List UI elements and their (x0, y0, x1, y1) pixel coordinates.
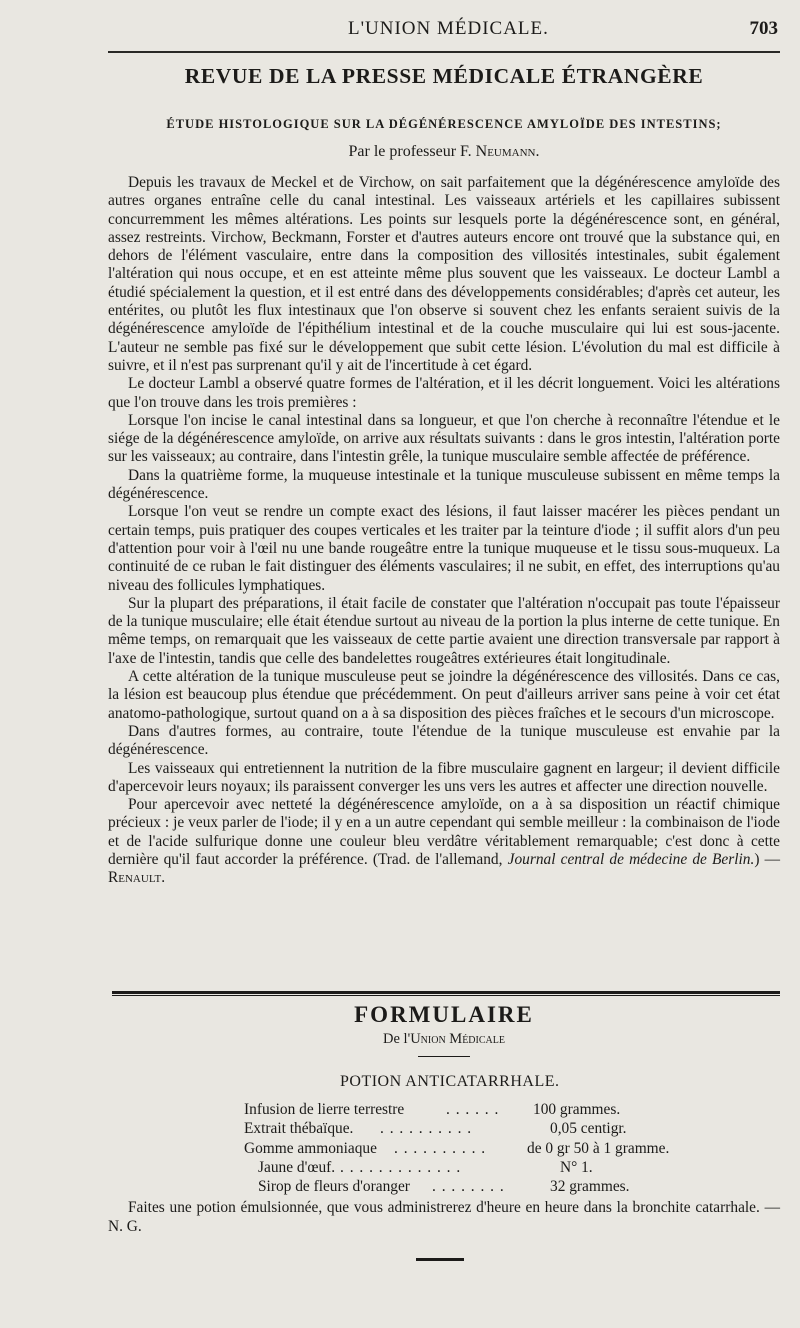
ingredient-leader-dots: . . . . . . . . . . . . . (340, 1158, 462, 1176)
paragraph: Depuis les travaux de Meckel et de Virchow, on sait parfaitement que la dégénérescence amyloïde des autres organes entraîne celle du canal intestinal. Les vaisseaux artériels et les capillaires subissent concurremment les mêmes altérations. Les points sur lesquels porte la dégénérescence sont, en général, assez restreints. Virchow, Beckmann, Forster et d'autres auteurs encore ont trouvé que la substance qui, en dehors de l'élément vasculaire, entre dans la composition des villosités intestinales, subit également l'altération qui nous occupe, et en est atteinte même plus souvent que les vaisseaux. Le docteur Lambl a étudié spécialement la question, et il est entré dans des développements considérables; d'après cet auteur, les entérites, ou plutôt les flux intestinaux que l'on observe si souvent chez les enfants seraient suivis de la dégénérescence amyloïde de l'épithélium intestinal et de la couche musculaire qui lui est sous-jacente. L'auteur ne semble pas fixé sur le développement que subit cette lésion. L'évolution du mal est difficile à suivre, et il n'est pas surprenant qu'il y ait de l'incertitude à cet égard. (108, 174, 780, 374)
byline (108, 143, 780, 161)
article-title: ÉTUDE HISTOLOGIQUE SUR LA DÉGÉNÉRESCENCE AMYLOÏDE DES INTESTINS; (166, 117, 722, 131)
ingredient-name: Jaune d'œuf. (258, 1158, 336, 1176)
paragraph-last-close: ) — (754, 850, 780, 868)
recipe-title: POTION ANTICATARRHALE. (340, 1073, 560, 1090)
ingredient-name: Infusion de lierre terrestre (244, 1101, 405, 1118)
paragraph: Les vaisseaux qui entretiennent la nutrition de la fibre musculaire gagnent en largeur; il devient difficile d'apercevoir leurs noyaux; ils paraissent converger les uns vers les autres et affecter une direction nouvelle. (108, 759, 780, 795)
ingredient-leader-dots: . . . . . . . . (432, 1178, 505, 1196)
ingredient-name: Gomme ammoniaque (244, 1139, 377, 1157)
formulaire-subtitle-prefix: De l' (383, 1031, 411, 1047)
ingredient-leader-dots: . . . . . . (446, 1101, 500, 1118)
ingredient-name: Extrait thébaïque. (244, 1120, 354, 1138)
instructions-text: Faites une potion émulsionnée, que vous administrerez d'heure en heure dans la bronchite catarrhale. — N. G. (108, 1199, 780, 1235)
ingredient-row (244, 1177, 664, 1196)
paragraph: Dans d'autres formes, au contraire, toute l'étendue de la tunique musculeuse est envahie par la dégénérescence. (108, 722, 780, 759)
ingredient-quantity: N° 1. (560, 1158, 593, 1176)
paragraph: Le docteur Lambl a observé quatre formes de l'altération, et il les décrit longuement. Voici les altérations que l'on trouve dans les trois premières : (108, 375, 780, 411)
ingredient-row (244, 1100, 664, 1119)
formulaire-subtitle-name: Union Médicale (410, 1031, 505, 1047)
paragraph: A cette altération de la tunique musculeuse peut se joindre la dégénérescence des villosités. Dans ce cas, la lésion est beaucoup plus étendue que précédemment. On peut d'ailleurs arriver sans peine à voir cet état anatomo-pathologique, surtout quand on a à sa disposition des pièces fraîches et le secours d'un microscope. (108, 668, 780, 722)
byline-prefix: Par le professeur F. (348, 143, 476, 160)
running-head (108, 18, 780, 42)
byline-author: Neumann. (475, 143, 540, 160)
short-rule (418, 1056, 470, 1057)
article-body (108, 174, 780, 888)
ingredient-row (244, 1139, 670, 1158)
journal-citation: Journal central de médecine de Berlin. (507, 850, 755, 868)
recipe-ingredients (244, 1100, 670, 1196)
paragraph: Lorsque l'on veut se rendre un compte exact des lésions, il faut laisser macérer les pièces pendant un certain temps, puis pratiquer des coupes verticales et les traiter par la teinture d'iode ; il suffit alors d'un peu d'attention pour voir à l'œil nu une bande rougeâtre entre la tunique muqueuse et le tissu sous-muqueux. La continuité de ce ruban le fait distinguer des éléments vasculaires; il ne subit, en effet, des interruptions qu'au niveau des follicules lymphatiques. (108, 503, 780, 594)
paragraph: Sur la plupart des préparations, il était facile de constater que l'altération n'occupait pas toute l'épaisseur de la tunique musculaire; elle était étendue surtout au niveau de la portion la plus interne de cette tunique. En même temps, on remarquait que les vaisseaux de cette partie avaient une direction transversale par rapport à l'axe de l'intestin, tandis que celle des bandelettes rougeâtres extérieures était longitudinale. (108, 594, 780, 667)
formulaire-subtitle (108, 1031, 780, 1048)
recipe-instructions (108, 1199, 780, 1236)
ingredient-quantity: 0,05 centigr. (550, 1120, 627, 1138)
ingredient-leader-dots: . . . . . . . . . . (380, 1120, 473, 1138)
ingredient-leader-dots: . . . . . . . . . . (394, 1139, 487, 1157)
paragraph: Dans la quatrième forme, la muqueuse intestinale et la tunique musculeuse subissent en même temps la dégénérescence. (108, 466, 780, 503)
ingredient-quantity: de 0 gr 50 à 1 gramme. (527, 1139, 670, 1157)
running-title: L'UNION MÉDICALE. (348, 18, 549, 39)
section-divider (112, 991, 780, 996)
translator-signature: Renault. (108, 869, 166, 887)
section-title: REVUE DE LA PRESSE MÉDICALE ÉTRANGÈRE (184, 64, 704, 88)
end-rule (416, 1258, 464, 1262)
paragraph-last (108, 796, 780, 887)
ingredient-quantity: 100 grammes. (533, 1101, 621, 1118)
paragraph-last-text: Pour apercevoir avec netteté la dégénérescence amyloïde, on a à sa disposition un réactif chimique précieux : je veux parler de l'iode; il y en a un autre cependant qui semble meilleur : la combinaison de l'iode et de l'acide sulfurique donne une couleur bleu verdâtre véritablement remarquable; c'est donc à cette dernière qu'il faut accorder la préférence. (Trad. de l'allemand, (108, 796, 780, 868)
ingredient-row (244, 1158, 664, 1177)
page-number: 703 (749, 18, 778, 39)
formulaire-title: FORMULAIRE (354, 1002, 534, 1027)
ingredient-quantity: 32 grammes. (550, 1178, 630, 1196)
ingredient-name: Sirop de fleurs d'oranger (258, 1178, 410, 1196)
ingredient-row (244, 1119, 664, 1138)
header-rule (108, 51, 780, 53)
paragraph: Lorsque l'on incise le canal intestinal dans sa longueur, et que l'on cherche à reconnaître l'étendue et le siége de la dégénérescence amyloïde, on arrive aux résultats suivants : dans le gros intestin, l'altération porte sur les vaisseaux; au contraire, dans l'intestin grêle, la tunique musculaire semble affectée de préférence. (108, 411, 780, 466)
